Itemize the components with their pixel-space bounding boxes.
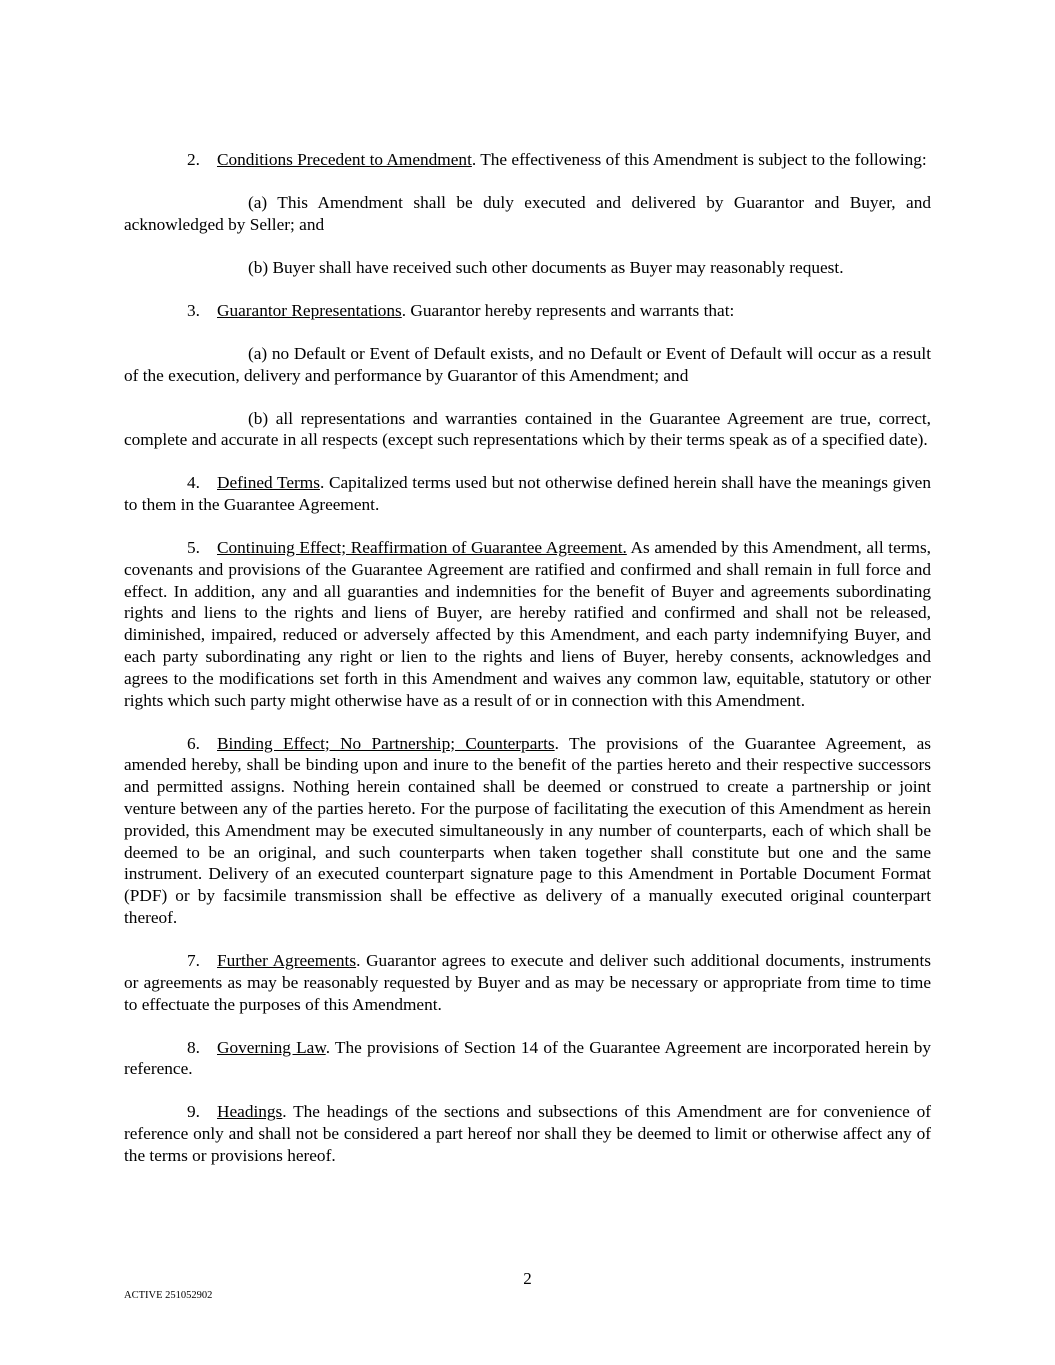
section-8 <box>124 1037 931 1081</box>
document-body <box>124 149 931 1188</box>
heading-punctuation: . <box>325 1037 331 1057</box>
subsection-3b <box>124 408 931 452</box>
subsection-label: (a) <box>248 192 268 212</box>
section-number: 8. <box>187 1037 200 1057</box>
subsection-label: (a) <box>248 343 268 363</box>
section-text: The effectiveness of this Amendment is subject to the following: <box>476 150 927 169</box>
section-number: 4. <box>187 473 200 493</box>
subsection-2a <box>124 192 931 236</box>
subsection-3a <box>124 343 931 387</box>
heading-punctuation: . <box>319 473 325 493</box>
section-heading: Binding Effect; No Partnership; Counterparts <box>217 733 555 753</box>
section-number: 3. <box>187 300 200 320</box>
section-number: 2. <box>187 150 200 169</box>
section-heading: Continuing Effect; Reaffirmation of Guarantee Agreement. <box>217 538 627 558</box>
section-text: Capitalized terms used but not otherwise defined herein shall have the meanings given to them in the Guarantee Agreement. <box>124 473 931 515</box>
subsection-label: (b) <box>248 408 269 428</box>
heading-punctuation: . <box>471 150 477 169</box>
section-heading: Guarantor Representations <box>217 300 402 320</box>
section-9 <box>124 1101 931 1166</box>
section-heading: Defined Terms <box>217 473 320 493</box>
subsection-text: Buyer shall have received such other documents as Buyer may reasonably request. <box>268 257 844 277</box>
section-5 <box>124 537 931 711</box>
section-text: Guarantor hereby represents and warrants that: <box>406 300 735 320</box>
section-2 <box>124 149 931 171</box>
section-text: The provisions of the Guarantee Agreement, as amended hereby, shall be binding upon and inure to the benefit of the parties hereto and their respective successors and permitted assigns. Nothing herein contained shall be deemed or construed to create a partnership or joint venture between any of the parties hereto. For the purpose of facilitating the execution of this Amendment as herein provided, this Amendment may be executed simultaneously in any number of counterparts, each of which shall be deemed to be an original, and such counterparts when taken together shall constitute but one and the same instrument. Delivery of an executed counterpart signature page to this Amendment in Portable Document Format (PDF) or by facsimile transmission shall be effective as delivery of a manually executed original counterpart thereof. <box>124 733 931 928</box>
section-heading: Further Agreements <box>217 951 357 970</box>
section-text: As amended by this Amendment, all terms, covenants and provisions of the Guarantee Agreement are ratified and confirmed and shall remain in full force and effect. In addition, any and all guaranties and indemnities for the benefit of Buyer and agreements subordinating rights and liens to the rights and liens of Buyer, are hereby ratified and confirmed and shall not be released, diminished, impaired, reduced or adversely affected by this Amendment, and each party indemnifying Buyer, and each party subordinating any right or lien to the rights and liens of Buyer, hereby consents, acknowledges and agrees to the modifications set forth in this Amendment and waives any common law, equitable, statutory or other rights which such party might otherwise have as a result of or in connection with this Amendment. <box>124 538 932 710</box>
page-number: 2 <box>523 1269 532 1288</box>
section-number: 5. <box>187 538 200 558</box>
subsection-2b <box>124 257 931 279</box>
section-text: Guarantor agrees to execute and deliver such additional documents, instruments or agreements as may be reasonably requested by Buyer and as may be necessary or appropriate from time to time to effectuate the purposes of this Amendment. <box>124 951 931 1014</box>
section-3 <box>124 300 931 322</box>
section-heading: Conditions Precedent to Amendment <box>217 150 472 169</box>
subsection-text: no Default or Event of Default exists, and no Default or Event of Default will occur as a result of the execution, delivery and performance by Guarantor of this Amendment; and <box>124 343 931 385</box>
heading-punctuation: . <box>282 1102 287 1122</box>
section-text: The headings of the sections and subsections of this Amendment are for convenience of reference only and shall not be considered a part hereof nor shall they be deemed to limit or otherwise affect any of the terms or provisions hereof. <box>124 1102 931 1165</box>
section-7 <box>124 950 931 1015</box>
subsection-text: all representations and warranties contained in the Guarantee Agreement are true, correct, complete and accurate in all respects (except such representations which by their terms speak as of a specified date). <box>124 408 931 450</box>
heading-punctuation: . <box>401 300 407 320</box>
section-text: The provisions of Section 14 of the Guarantee Agreement are incorporated herein by reference. <box>124 1037 931 1079</box>
section-heading: Headings <box>217 1102 283 1122</box>
section-4 <box>124 472 931 516</box>
heading-punctuation: . <box>554 733 559 753</box>
subsection-text: This Amendment shall be duly executed and delivered by Guarantor and Buyer, and acknowledged by Seller; and <box>124 192 931 234</box>
section-number: 9. <box>187 1102 200 1122</box>
heading-punctuation: . <box>356 951 361 970</box>
section-number: 7. <box>187 951 200 970</box>
subsection-label: (b) <box>248 257 269 277</box>
section-6 <box>124 733 931 929</box>
section-number: 6. <box>187 733 200 753</box>
document-id: ACTIVE 251052902 <box>124 1290 213 1301</box>
section-heading: Governing Law <box>217 1037 326 1057</box>
